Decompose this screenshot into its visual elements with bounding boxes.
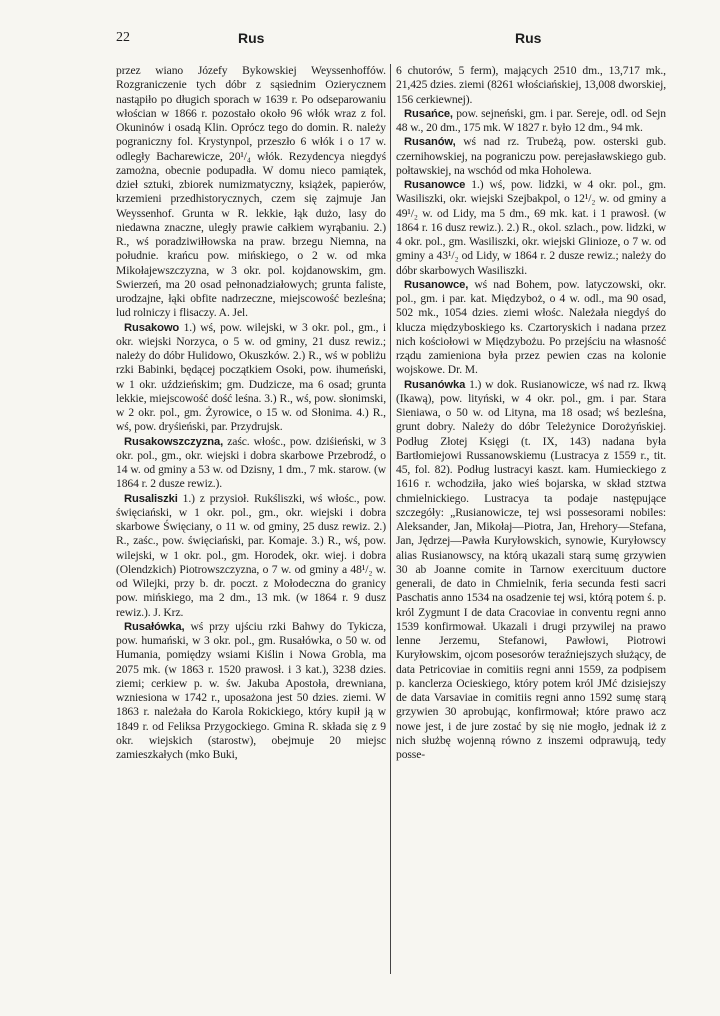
page-header [0,30,720,50]
entry-headword: Rusańce, [404,107,453,120]
entry-text: wś nad rz. Trubeżą, pow. osterski gub. czernihowskiej, na pograniczu pow. perejasławskiego gub. połtawskiej, na wschód od mka Hoholewa. [396,135,666,177]
entry [116,492,386,620]
left-column [116,64,386,762]
entry-text: wś przy ujściu rzki Bahwy do Tykicza, pow. humański, w 3 okr. pol., gm. Rusałówka, o 50 w. od Humania, pomiędzy wsiami Kiślin i Nowa Grobla, ma 2075 mk. (w 1863 r. 1520 prawosł. i 3 kat.), 3238 dzies. ziemi; cerkiew p. w. św. Jakuba Apostoła, drewniana, wzniesiona w 1742 r., uposażona jest 50 dzies. ziemi. W 1863 r. należała do Karola Rokickiego, który kupił ją w 1849 r. od Feliksa Przygockiego. Gmina R. składa się z 9 okr. wiejskich (starostw), obejmuje 20 miejsc zamieszkałych (mko Buki, [116,619,386,761]
entry [396,178,666,278]
entry [116,435,386,492]
entry-headword: Rusakowo [124,321,180,334]
entry-text: 1.) z przysioł. Rukśliszki, wś włośc., pow. święciański, w 1 okr. pol., gm., okr. wiejski i dobra skarbowe Święciany, o 11 w. od gminy, 25 dusz rewiz. 2.) R., zaśc., pow. święciański, par. Komaje. 3.) R., wś, pow. wilejski, w 1 okr. pol., gm. Horodek, okr. wiej. i dobra (Olendzkich) Piotrowszczyzna, o 7 w. od gminy a 48¹/₂ w. od Wilejki, przy b. dr. poczt. z Mołodeczna do granicy pow. mińskiego, ma 2 dm., 13 mk. (w 1864 r. 9 dusz rewiz.). J. Krz. [116,491,386,619]
entry-headword: Rusanowce [404,179,466,191]
entry-text: 6 chutorów, 5 ferm), mających 2510 dm., 13,717 mk., 21,425 dzies. ziemi (8261 włościańskiej, 13,008 dworskiej, 156 cerkiewnej). [396,64,666,106]
entry-text: pow. sejneński, gm. i par. Sereje, odl. od Sejn 48 w., 20 dm., 175 mk. W 1827 r. było 12 dm., 94 mk. [396,106,666,134]
column-divider [390,64,391,974]
entry [396,107,666,136]
entry-headword: Rusaliszki [124,492,178,505]
entry-text: 1.) w dok. Rusianowicze, wś nad rz. Ikwą (Ikawą), pow. lityński, w 4 okr. pol., gm. i par. Stara Sieniawa, o 50 w. od Lityna, ma 18 osad; wś bezleśna, grunt dobry. Należy do dóbr Teleżynice Dorożyńskiej. Podług Złotej Księgi (t. IX, 143) nadana była Bartłomiejowi Russanowskiemu (Lustracya z 1559 r., tit. 45, fol. 82). Podług lustracyi kaszt. kam. Humieckiego z 1616 r. wchodziła, jako wieś bojarska, w skład stztwa chmielnickiego. Lustracya ta podaje następujące szczegóły: „Rusianowicze, tej wsi possesorami nobiles: Aleksander, Jan, Mikołaj—Piotra, Jan, Hrehory—Stefana, Jan, Jędrzej—Pawła Kuryłowskich, synowie, Kuryłowscy alias Rusianowscy, na którą ukazali starą sumę grzywien 30 ab Joanne comite in Tarnow exercituum ductore generali, de dato in Chmielnik, feria secunda festi sacri Paschatis anno 1534 na osadzenie tej wsi, którą potem ś. p. król Zygmunt I de data Cracoviae in conventu regni anno 1539 konfirmował. Ukazali i drugi przywilej na prawo lenne Jerzemu, Stefanowi, Pawłowi, Piotrowi Kuryłowskim, ojcom posesorów teraźniejszych służący, de data Petricoviae in comitiis regni anni 1559, za podpisem p. kanclerza Ocieskiego, który potem król JMć dzisiejszy de data Varsaviae in comitiis regni anno 1592 sumę starą grzywien 30 aprobując, konfirmował; które prawo acz nowe jest, i de jure zostać by się nie mogło, jednak iż z nich służbę wojenną równo z inszemi odprawują, tedy posse- [396,377,666,761]
entry [116,321,386,435]
entry-headword: Rusanowce, [404,278,469,291]
running-head-left: Rus [238,30,265,46]
entry [396,64,666,107]
entry-text: przez wiano Józefy Bykowskiej Weyssenhoffów. Rozgraniczenie tych dóbr z sąsiednim Ozierycznem nastąpiło po długich sporach w 1639 r. Po odseparowaniu włościan w 1866 r. pozostało około 96 włók wraz z fol. Okuninów i osadą Klin. Oprócz tego do domin. R. należy pograniczny fol. Krystynpol, przeszło 6 włók i o 17 w. odległy Bacharewicze, 20¹/₄ włók. Rezydencya niegdyś zamożna, obecnie podupadła. W domu nieco pamiątek, dzieł sztuki, zbiorek numizmatyczny, książek, papierów, krzemieni przedhistorycznych, czem się zajmuje Jan Weyssenhof. Grunta w R. lekkie, łąk dużo, lasy do niedawna znaczne, uległy prawie całkiem wyrąbaniu. 2.) R., wś poradziwiłłowska na praw. brzegu Niemna, na południe. krańcu pow. mińskiego, o 2 w. od mka Mikołajewszczyzna, w 3 okr. pol. kojdanowskim, gm. Swierzeń, ma 20 osad pełnonadziałowych; grunta faliste, urodzajne, łąki obfite nadrzeczne, miejscowość bezleśna; lud rolniczy i flisaczy. A. Jel. [116,64,386,320]
running-head-right: Rus [515,30,542,46]
entry-headword: Rusałówka, [124,620,185,633]
entry [396,135,666,178]
entry-headword: Rusakowszczyzna, [124,435,224,448]
page-number: 22 [116,30,130,45]
right-column [396,64,666,762]
entry [116,620,386,763]
entry-text: wś nad Bohem, pow. latyczowski, okr. pol., gm. i par. kat. Międzyboż, o 4 w. odl., ma 90 osad, 502 mk., 1054 dzies. ziemi włośc. Należała niegdyś do klucza międzyboskiego ks. Czartoryskich i nadana przez nich kościołowi w Międzybożu. Po przejściu na własność rządu zamieniona była przez pewien czas na kolonie wojskowe. Dr. M. [396,277,666,377]
entry-headword: Rusanów, [404,136,456,149]
entry [116,64,386,321]
entry-text: 1.) wś, pow. lidzki, w 4 okr. pol., gm. Wasiliszki, okr. wiejski Szejbakpol, o 12¹/₂ w. od gminy a 49¹/₂ w. od Lidy, ma 5 dm., 69 mk. kat. i 1 prawosł. (w 1864 r. 16 dusz rewiz.). 2.) R., okol. szlach., pow. lidzki, w 4 okr. pol., gm. Wasiliszki, okr. wiejski Glinioze, o 7 w. od gminy a 43¹/₂ od Lidy, w 1864 r. 2 dusze rewiz.; należy do dóbr skarbowych Wasiliszki. [396,178,666,277]
entry-text: 1.) wś, pow. wilejski, w 3 okr. pol., gm., i okr. wiejski Norzyca, o 5 w. od gminy, 21 dusz rewiz.; należy do dóbr Hulidowo, Okuszków. 2.) R., wś w pobliżu rzki Babinki, będącej początkiem Osoki, pow. ihumeński, w 1 okr. uździeńskim; gm. Dudzicze, ma 6 osad; grunta lekkie, miejscowość dość leśna. 3.) R., wś, pow. słonimski, w 2 okr. pol., gm. Żyrowice, o 15 w. od Słonima. 4.) R., wś, pow. dryśieński, par. Przydrujsk. [116,320,386,434]
entry [396,278,666,378]
entry [396,378,666,763]
entry-headword: Rusanówka [404,378,466,391]
entry-text: zaśc. włośc., pow. dziśieński, w 3 okr. pol., gm., okr. wiejski i dobra skarbowe Przebrodź, o 14 w. od gminy a 53 w. od Dzisny, 1 dm., 7 mk. starow. (w 1864 r. 2 dusze rewiz.). [116,434,386,491]
